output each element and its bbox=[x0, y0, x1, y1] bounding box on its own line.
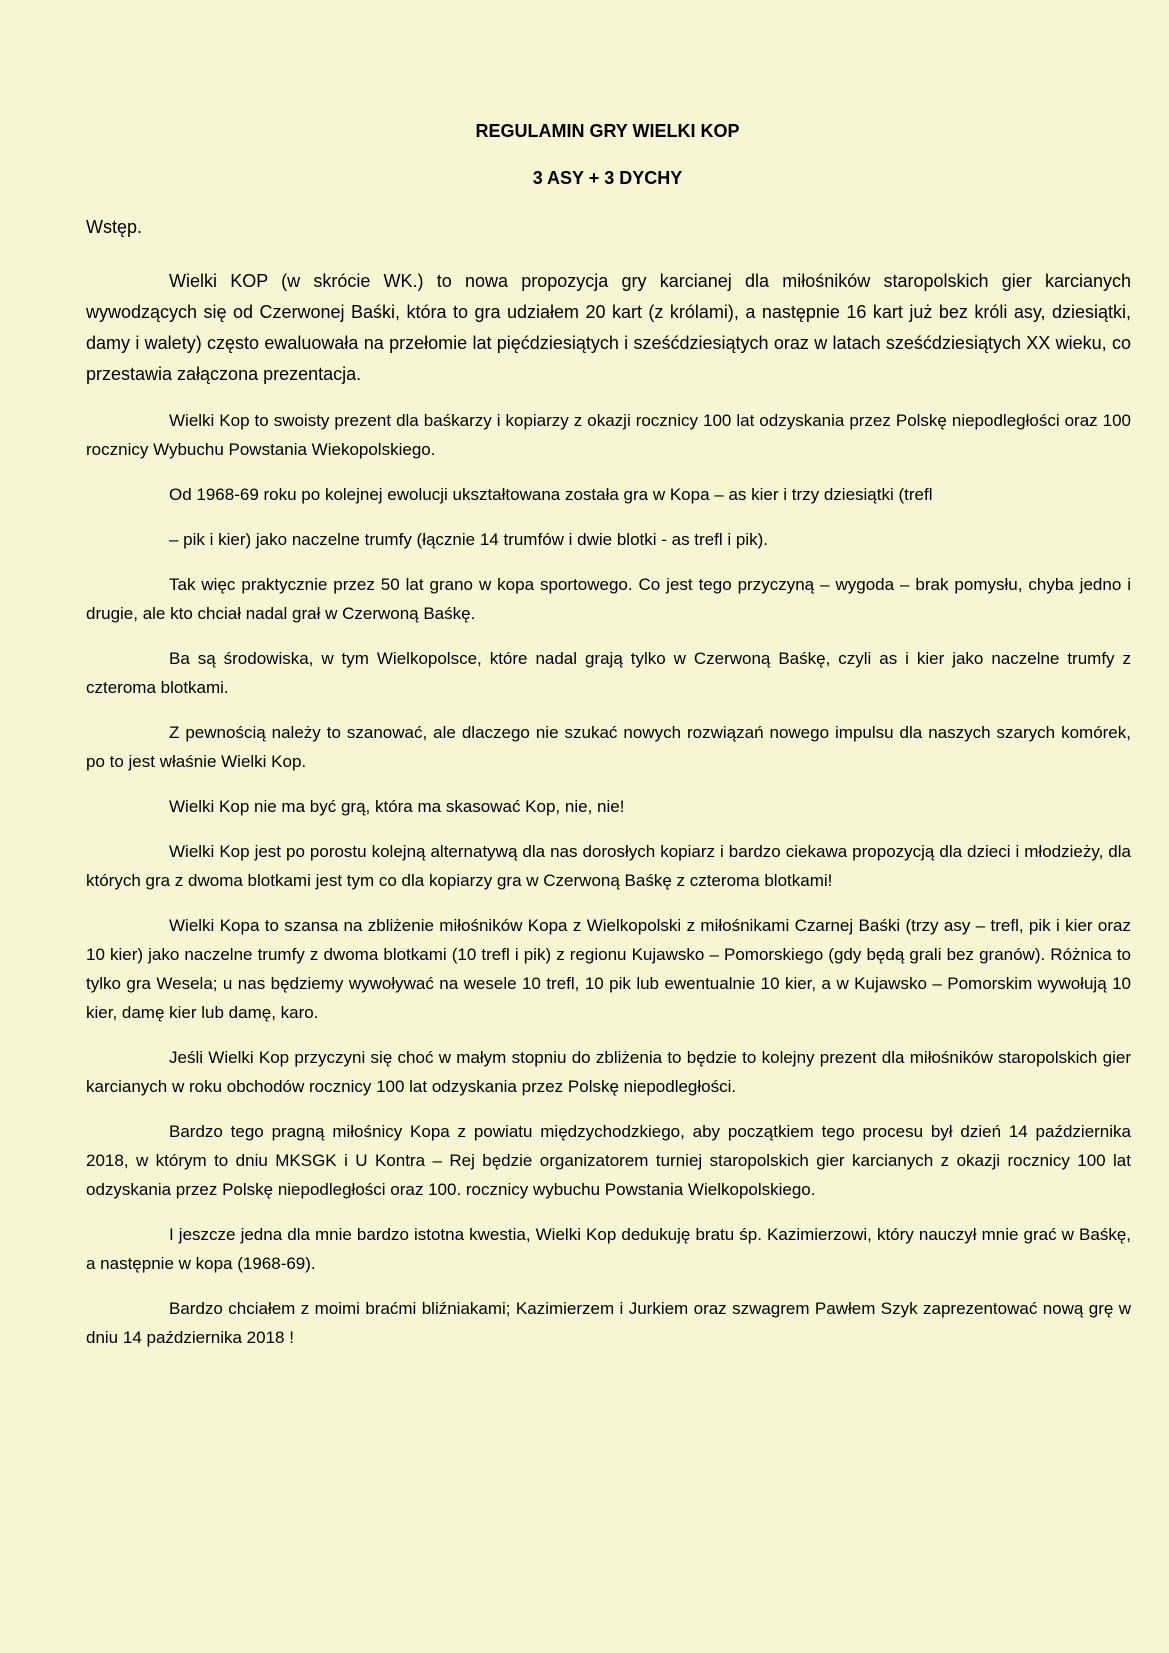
paragraph-regions: Ba są środowiska, w tym Wielkopolsce, które nadal grają tylko w Czerwoną Baśkę, czyli as i kier jako naczelne trumfy z czteroma blotkami. bbox=[86, 649, 1131, 697]
paragraph-chance: Wielki Kopa to szansa na zbliżenie miłośników Kopa z Wielkopolski z miłośnikami Czarnej Baśki (trzy asy – trefl, pik i kier oraz 10 kier) jako naczelne trumfy z dwoma blotkami (10 trefl i pik) z regionu Kujawsko – Pomorskiego (gdy będą grali bez granów). Różnica to tylko gra Wesela; u nas będziemy wywoływać na wesele 10 trefl, 10 pik lub ewentualnie 10 kier, a w Kujawsko – Pomorskim wywołują 10 kier, damę kier lub damę, karo. bbox=[86, 916, 1131, 1022]
document-subtitle: 3 ASY + 3 DYCHY bbox=[532, 168, 683, 188]
paragraph-alternative: Wielki Kop jest po porostu kolejną alternatywą dla nas dorosłych kopiarz i bardzo ciekawa propozycją dla dzieci i młodzieży, dla których gra z dwoma blotkami jest tym co dla kopiarzy gra w Czerwoną Baśkę z czteroma blotkami! bbox=[86, 842, 1131, 890]
paragraph-fifty-years: Tak więc praktycznie przez 50 lat grano w kopa sportowego. Co jest tego przyczyną – wygoda – brak pomysłu, chyba jedno i drugie, ale kto chciał nadal grał w Czerwoną Baśkę. bbox=[86, 575, 1131, 623]
paragraph-if: Jeśli Wielki Kop przyczyni się choć w małym stopniu do zbliżenia to będzie to kolejny prezent dla miłośników staropolskich gier karcianych w roku obchodów rocznicy 100 lat odzyskania przez Polskę niepodległości. bbox=[86, 1048, 1131, 1096]
paragraph-not-replace: Wielki Kop nie ma być grą, która ma skasować Kop, nie, nie! bbox=[169, 797, 625, 816]
paragraph-tournament: Bardzo tego pragną miłośnicy Kopa z powiatu międzychodzkiego, aby początkiem tego procesu był dzień 14 października 2018, w którym to dniu MKSGK i U Kontra – Rej będzie organizatorem turniej staropolskich gier karcianych z okazji rocznicy 100 lat odzyskania przez Polskę niepodległości oraz 100. rocznicy wybuchu Powstania Wielkopolskiego. bbox=[86, 1122, 1131, 1199]
paragraph-intro: Wielki KOP (w skrócie WK.) to nowa propozycja gry karcianej dla miłośników staropolskich gier karcianych wywodzących się od Czerwonej Baśki, która to gra udziałem 20 kart (z królami), a następnie 16 kart już bez króli asy, dziesiątki, damy i walety) często ewaluowała na przełomie lat pięćdziesiątych i sześćdziesiątych oraz w latach sześćdziesiątych XX wieku, co przestawia załączona prezentacja. bbox=[86, 271, 1131, 384]
document-body bbox=[86, 266, 1131, 1352]
intro-heading: Wstęp. bbox=[86, 217, 143, 237]
document-title: REGULAMIN GRY WIELKI KOP bbox=[475, 121, 740, 141]
paragraph-respect: Z pewnością należy to szanować, ale dlaczego nie szukać nowych rozwiązań nowego impulsu dla naszych szarych komórek, po to jest właśnie Wielki Kop. bbox=[86, 723, 1131, 771]
paragraph-gift: Wielki Kop to swoisty prezent dla baśkarzy i kopiarzy z okazji rocznicy 100 lat odzyskania przez Polskę niepodległości oraz 100 rocznicy Wybuchu Powstania Wiekopolskiego. bbox=[86, 411, 1131, 459]
paragraph-dedication: I jeszcze jedna dla mnie bardzo istotna kwestia, Wielki Kop dedukuję bratu śp. Kazimierzowi, który nauczył mnie grać w Baśkę, a następnie w kopa (1968-69). bbox=[86, 1225, 1131, 1273]
paragraph-trumps: – pik i kier) jako naczelne trumfy (łącznie 14 trumfów i dwie blotki - as trefl i pik). bbox=[169, 530, 768, 549]
paragraph-history: Od 1968-69 roku po kolejnej ewolucji ukształtowana została gra w Kopa – as kier i trzy dziesiątki (trefl bbox=[169, 485, 933, 504]
paragraph-closing: Bardzo chciałem z moimi braćmi bliźniakami; Kazimierzem i Jurkiem oraz szwagrem Pawłem Szyk zaprezentować nową grę w dniu 14 października 2018 ! bbox=[86, 1299, 1131, 1347]
